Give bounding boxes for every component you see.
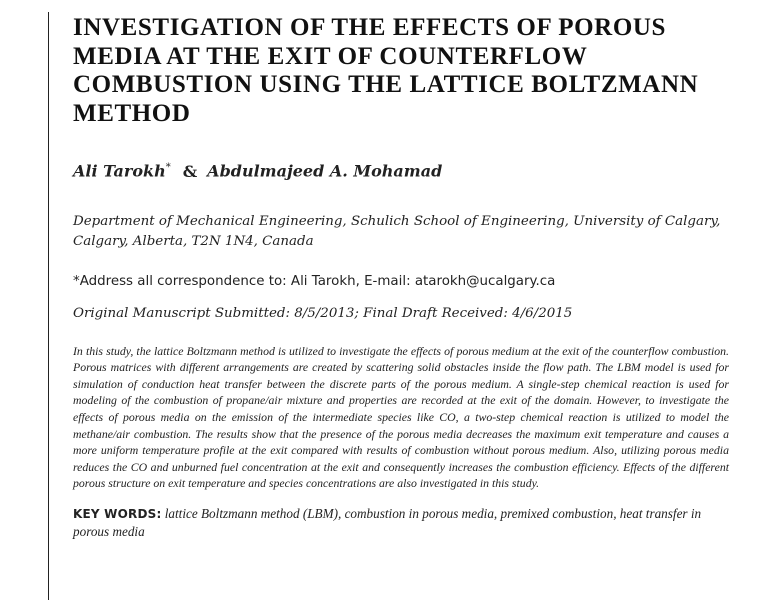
author-line — [73, 158, 729, 181]
corresponding-author-mark: * — [165, 162, 171, 174]
author-name: Abdulmajeed A. Mohamad — [207, 161, 443, 181]
keywords — [73, 505, 729, 540]
keywords-text: lattice Boltzmann method (LBM), combustion in porous media, premixed combustion, heat transfer in porous media — [73, 506, 702, 540]
manuscript-dates: Original Manuscript Submitted: 8/5/2013; Final Draft Received: 4/6/2015 — [73, 305, 573, 321]
paper-title: INVESTIGATION OF THE EFFECTS OF POROUS MEDIA AT THE EXIT OF COUNTERFLOW COMBUSTION USING THE LATTICE BOLTZMANN METHOD — [73, 14, 699, 127]
affiliation: Department of Mechanical Engineering, Schulich School of Engineering, University of Calgary, Calgary, Alberta, T2N 1N4, Canada — [73, 213, 721, 249]
author-name: Ali Tarokh — [73, 161, 166, 181]
abstract: In this study, the lattice Boltzmann method is utilized to investigate the effects of porous medium at the exit of the counterflow combustion. Porous matrices with different arrangements are created by scattering solid obstacles inside the flow path. The LBM model is used for simulation of conduction heat transfer between the discrete parts of the porous medium. A single-step chemical reaction is used for modeling of the combustion of propane/air mixture and properties are recorded at the exit of the domain. However, to investigate the effects of porous media on the emission of the intermediate species like CO, a two-step chemical reaction is utilized to model the methane/air combustion. The results show that the presence of the porous media decreases the maximum exit temperature and causes a more uniform temperature profile at the exit compared with results of combustion without porous medium. Also, utilizing porous media reduces the CO and unburned fuel concentration at the exit and consequently increases the combustion efficiency. Effects of the different porous structure on exit temperature and species concentrations are also investigated in this study. — [73, 343, 729, 491]
correspondence-note: *Address all correspondence to: Ali Tarokh, E-mail: atarokh@ucalgary.ca — [73, 273, 556, 289]
margin-rule — [48, 12, 49, 600]
keywords-label: KEY WORDS: — [73, 507, 162, 522]
author-separator: & — [182, 161, 198, 181]
paper-header — [73, 14, 729, 540]
